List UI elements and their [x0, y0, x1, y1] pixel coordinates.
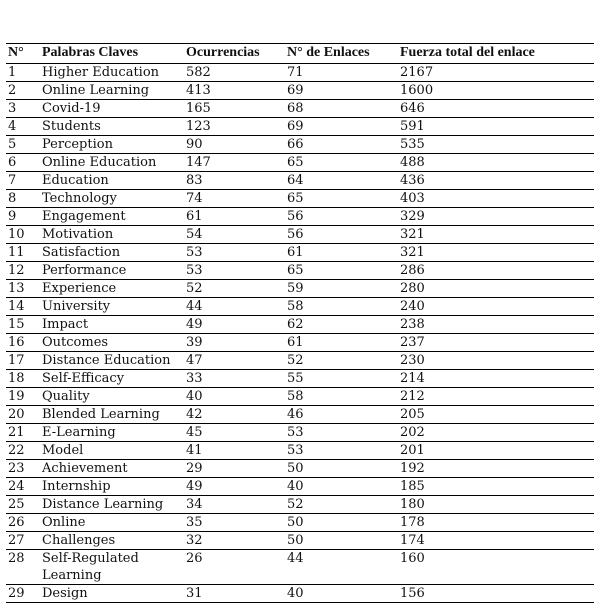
cell-link-strength: 156: [398, 585, 594, 603]
cell-keyword: Experience: [40, 280, 184, 298]
cell-links: 69: [285, 82, 398, 100]
cell-keyword: Higher Education: [40, 64, 184, 82]
cell-links: 55: [285, 370, 398, 388]
cell-links: 40: [285, 478, 398, 496]
cell-keyword: E-Learning: [40, 424, 184, 442]
cell-number: 17: [6, 352, 40, 370]
cell-occurrences: 45: [184, 424, 285, 442]
cell-link-strength: 321: [398, 226, 594, 244]
cell-number: 26: [6, 514, 40, 532]
cell-number: 21: [6, 424, 40, 442]
cell-link-strength: 1600: [398, 82, 594, 100]
cell-link-strength: 230: [398, 352, 594, 370]
cell-number: 11: [6, 244, 40, 262]
cell-link-strength: 403: [398, 190, 594, 208]
cell-occurrences: 32: [184, 532, 285, 550]
cell-number: 22: [6, 442, 40, 460]
header-keywords: Palabras Claves: [40, 44, 184, 64]
cell-number: 16: [6, 334, 40, 352]
cell-occurrences: 53: [184, 262, 285, 280]
cell-keyword: Self-Efficacy: [40, 370, 184, 388]
cell-number: 4: [6, 118, 40, 136]
cell-number: 15: [6, 316, 40, 334]
cell-links: 53: [285, 424, 398, 442]
cell-occurrences: 147: [184, 154, 285, 172]
table-row: [6, 388, 594, 406]
cell-occurrences: 41: [184, 442, 285, 460]
table-row: [6, 352, 594, 370]
cell-occurrences: 49: [184, 478, 285, 496]
cell-number: 5: [6, 136, 40, 154]
cell-link-strength: 212: [398, 388, 594, 406]
table-row: [6, 496, 594, 514]
cell-occurrences: 413: [184, 82, 285, 100]
table-row: [6, 334, 594, 352]
table-row: [6, 316, 594, 334]
cell-link-strength: 178: [398, 514, 594, 532]
table-row: [6, 424, 594, 442]
cell-link-strength: 488: [398, 154, 594, 172]
cell-occurrences: 61: [184, 208, 285, 226]
cell-keyword: Quality: [40, 388, 184, 406]
cell-keyword: Achievement: [40, 460, 184, 478]
table-row: [6, 208, 594, 226]
table-row: [6, 136, 594, 154]
table-row: [6, 172, 594, 190]
cell-links: 69: [285, 118, 398, 136]
cell-links: 52: [285, 496, 398, 514]
cell-links: 50: [285, 460, 398, 478]
cell-number: 13: [6, 280, 40, 298]
cell-links: 71: [285, 64, 398, 82]
header-links: N° de Enlaces: [285, 44, 398, 64]
cell-keyword: Distance Learning: [40, 496, 184, 514]
cell-link-strength: 238: [398, 316, 594, 334]
cell-number: 8: [6, 190, 40, 208]
cell-occurrences: 54: [184, 226, 285, 244]
cell-links: 46: [285, 406, 398, 424]
cell-occurrences: 44: [184, 298, 285, 316]
cell-number: 6: [6, 154, 40, 172]
cell-keyword: Blended Learning: [40, 406, 184, 424]
cell-keyword: Internship: [40, 478, 184, 496]
cell-link-strength: 160: [398, 550, 594, 585]
cell-link-strength: 436: [398, 172, 594, 190]
cell-links: 62: [285, 316, 398, 334]
cell-occurrences: 40: [184, 388, 285, 406]
cell-number: 12: [6, 262, 40, 280]
cell-occurrences: 35: [184, 514, 285, 532]
cell-keyword: Impact: [40, 316, 184, 334]
cell-links: 68: [285, 100, 398, 118]
cell-occurrences: 34: [184, 496, 285, 514]
header-link-strength: Fuerza total del enlace: [398, 44, 594, 64]
cell-links: 61: [285, 244, 398, 262]
cell-links: 58: [285, 298, 398, 316]
cell-number: 25: [6, 496, 40, 514]
cell-occurrences: 123: [184, 118, 285, 136]
cell-link-strength: 286: [398, 262, 594, 280]
cell-occurrences: 42: [184, 406, 285, 424]
cell-links: 40: [285, 585, 398, 603]
cell-link-strength: 2167: [398, 64, 594, 82]
cell-number: 29: [6, 585, 40, 603]
cell-keyword: Outcomes: [40, 334, 184, 352]
cell-keyword: Perception: [40, 136, 184, 154]
cell-link-strength: 180: [398, 496, 594, 514]
cell-keyword: University: [40, 298, 184, 316]
cell-number: 18: [6, 370, 40, 388]
cell-keyword: Challenges: [40, 532, 184, 550]
cell-links: 65: [285, 262, 398, 280]
cell-occurrences: 31: [184, 585, 285, 603]
cell-link-strength: 591: [398, 118, 594, 136]
table-row: [6, 532, 594, 550]
cell-links: 66: [285, 136, 398, 154]
table-row: [6, 64, 594, 82]
cell-link-strength: 192: [398, 460, 594, 478]
table-row: [6, 190, 594, 208]
cell-keyword: Online Education: [40, 154, 184, 172]
cell-occurrences: 33: [184, 370, 285, 388]
cell-number: 10: [6, 226, 40, 244]
cell-link-strength: 321: [398, 244, 594, 262]
cell-keyword: Satisfaction: [40, 244, 184, 262]
cell-keyword: Model: [40, 442, 184, 460]
cell-link-strength: 205: [398, 406, 594, 424]
table-row: [6, 514, 594, 532]
cell-keyword: Online: [40, 514, 184, 532]
cell-links: 58: [285, 388, 398, 406]
table-row: [6, 154, 594, 172]
cell-number: 2: [6, 82, 40, 100]
cell-link-strength: 185: [398, 478, 594, 496]
table-row: [6, 226, 594, 244]
table-row: [6, 262, 594, 280]
keywords-table-container: [6, 43, 594, 603]
cell-number: 24: [6, 478, 40, 496]
cell-keyword: Technology: [40, 190, 184, 208]
cell-links: 61: [285, 334, 398, 352]
cell-links: 44: [285, 550, 398, 585]
cell-number: 20: [6, 406, 40, 424]
cell-keyword: Distance Education: [40, 352, 184, 370]
cell-number: 23: [6, 460, 40, 478]
table-body: [6, 64, 594, 603]
cell-link-strength: 646: [398, 100, 594, 118]
cell-link-strength: 201: [398, 442, 594, 460]
cell-number: 19: [6, 388, 40, 406]
cell-occurrences: 26: [184, 550, 285, 585]
cell-occurrences: 83: [184, 172, 285, 190]
cell-link-strength: 237: [398, 334, 594, 352]
cell-occurrences: 90: [184, 136, 285, 154]
table-row: [6, 370, 594, 388]
table-row: [6, 82, 594, 100]
cell-link-strength: 329: [398, 208, 594, 226]
cell-number: 9: [6, 208, 40, 226]
table-row: [6, 118, 594, 136]
cell-keyword: Students: [40, 118, 184, 136]
cell-occurrences: 165: [184, 100, 285, 118]
table-row: [6, 460, 594, 478]
cell-keyword: Online Learning: [40, 82, 184, 100]
cell-links: 53: [285, 442, 398, 460]
table-row: [6, 550, 594, 585]
cell-keyword: Covid-19: [40, 100, 184, 118]
cell-occurrences: 74: [184, 190, 285, 208]
cell-number: 1: [6, 64, 40, 82]
cell-link-strength: 174: [398, 532, 594, 550]
cell-keyword: Performance: [40, 262, 184, 280]
cell-links: 56: [285, 226, 398, 244]
cell-number: 14: [6, 298, 40, 316]
cell-links: 64: [285, 172, 398, 190]
cell-number: 27: [6, 532, 40, 550]
cell-link-strength: 280: [398, 280, 594, 298]
cell-occurrences: 29: [184, 460, 285, 478]
cell-link-strength: 214: [398, 370, 594, 388]
cell-link-strength: 535: [398, 136, 594, 154]
cell-number: 28: [6, 550, 40, 585]
cell-occurrences: 39: [184, 334, 285, 352]
cell-link-strength: 240: [398, 298, 594, 316]
cell-occurrences: 53: [184, 244, 285, 262]
cell-occurrences: 47: [184, 352, 285, 370]
cell-keyword: Education: [40, 172, 184, 190]
cell-occurrences: 52: [184, 280, 285, 298]
cell-number: 7: [6, 172, 40, 190]
table-row: [6, 406, 594, 424]
cell-keyword: Self-Regulated Learning: [40, 550, 184, 585]
table-row: [6, 100, 594, 118]
cell-links: 65: [285, 154, 398, 172]
cell-number: 3: [6, 100, 40, 118]
table-row: [6, 478, 594, 496]
cell-occurrences: 49: [184, 316, 285, 334]
cell-links: 52: [285, 352, 398, 370]
cell-keyword: Motivation: [40, 226, 184, 244]
table-row: [6, 585, 594, 603]
cell-links: 50: [285, 514, 398, 532]
cell-occurrences: 582: [184, 64, 285, 82]
cell-keyword: Design: [40, 585, 184, 603]
cell-keyword: Engagement: [40, 208, 184, 226]
table-row: [6, 280, 594, 298]
cell-links: 59: [285, 280, 398, 298]
keywords-table: [6, 43, 594, 603]
cell-links: 56: [285, 208, 398, 226]
cell-links: 65: [285, 190, 398, 208]
header-occurrences: Ocurrencias: [184, 44, 285, 64]
header-number: N°: [6, 44, 40, 64]
table-row: [6, 442, 594, 460]
cell-links: 50: [285, 532, 398, 550]
table-row: [6, 298, 594, 316]
cell-link-strength: 202: [398, 424, 594, 442]
table-row: [6, 244, 594, 262]
table-header-row: [6, 44, 594, 64]
